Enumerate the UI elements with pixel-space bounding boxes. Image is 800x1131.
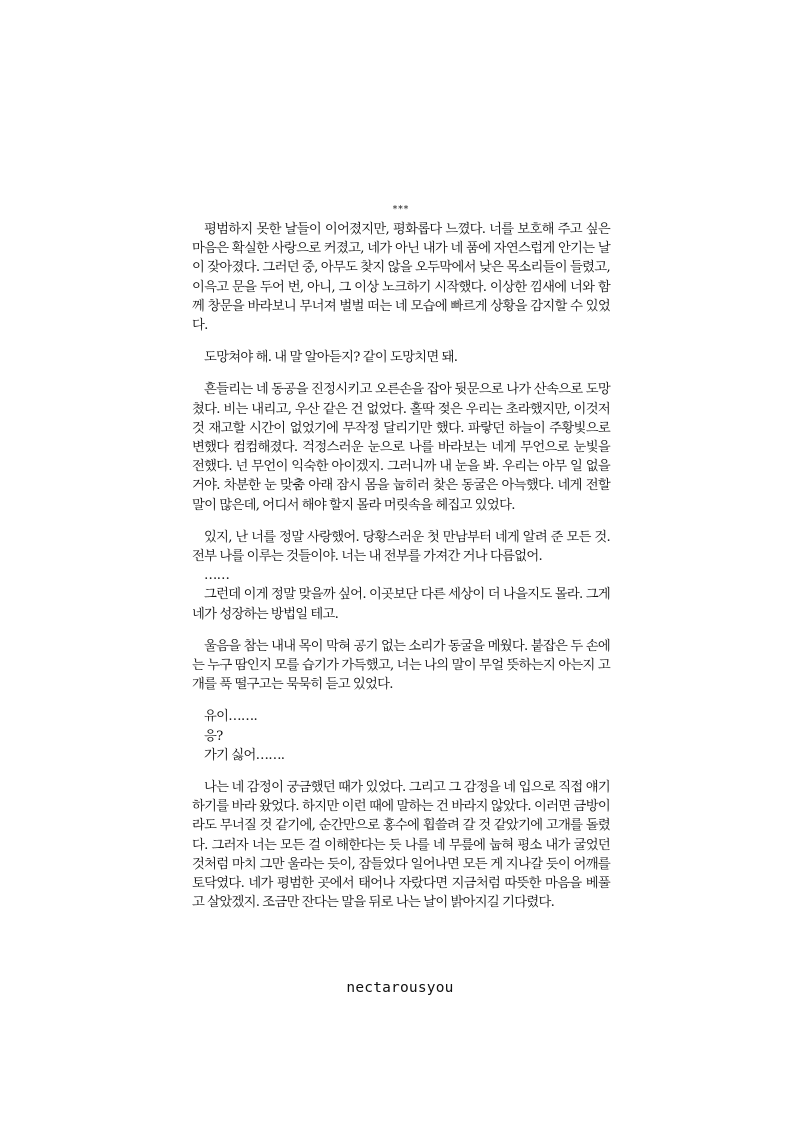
dialogue-other-world: 그런데 이게 정말 맞을까 싶어. 이곳보단 다른 세상이 더 나을지도 몰라. 그게 네가 성장하는 방법일 테고. bbox=[192, 587, 610, 622]
paragraph-gap bbox=[192, 694, 610, 707]
paragraph-gap bbox=[192, 624, 610, 637]
dialogue-confession: 있지, 난 너를 정말 사랑했어. 당황스러운 첫 만남부터 네게 알려 준 모든 것. 전부 나를 이루는 것들이야. 너는 내 전부를 가져간 거나 다름없어. bbox=[192, 529, 610, 565]
dialogue-yui: 유이……. bbox=[204, 709, 258, 725]
paragraph-4: 나는 네 감정이 궁금했던 때가 있었다. 그리고 그 감정을 네 입으로 직접 얘기하기를 바라 왔었다. 하지만 이런 때에 말하는 건 바라지 않았다. 이러면 금방이라도 무너질 것 같기에, 순간만으로 홍수에 휩쓸려 갈 것 같았기에 고개를 돌렸다. 그러자 너는 모든 걸 이해한다는 듯 나를 네 무릎에 눕혀 평소 내가 굴었던 것처럼 마치 그만 울라는 듯이, 잠들었다 일어나면 모든 게 지나갈 듯이 어깨를 토닥였다. 네가 평범한 곳에서 태어나 자랐다면 지금처럼 따뜻한 마음을 베풀고 살았겠지. 조금만 잔다는 말을 뒤로 나는 날이 밝아지길 기다렸다. bbox=[192, 780, 610, 911]
paragraph-gap bbox=[192, 335, 610, 348]
section-separator: *** bbox=[392, 205, 410, 215]
paragraph-gap bbox=[192, 515, 610, 528]
dialogue-dont-want-to-go: 가기 싫어……. bbox=[204, 747, 285, 763]
paragraph-gap bbox=[192, 765, 610, 778]
document-body bbox=[192, 200, 610, 913]
paragraph-gap bbox=[192, 367, 610, 380]
paragraph-2: 흔들리는 네 동공을 진정시키고 오른손을 잡아 뒷문으로 나가 산속으로 도망쳤다. 비는 내리고, 우산 같은 건 없었다. 홀딱 젖은 우리는 초라했지만, 이것저것 재고할 시간이 없었기에 무작정 달리기만 했다. 파랗던 하늘이 주황빛으로 변했다 컴컴해졌다. 걱정스러운 눈으로 나를 바라보는 네게 무언으로 눈빛을 전했다. 넌 무언이 익숙한 아이겠지. 그러니까 내 눈을 봐. 우리는 아무 일 없을 거야. 차분한 눈 맞춤 아래 잠시 몸을 눕히러 찾은 동굴은 아늑했다. 네게 전할 말이 많은데, 어디서 해야 할지 몰라 머릿속을 헤집고 있었다. bbox=[192, 382, 610, 513]
paragraph-3: 울음을 참는 내내 목이 막혀 공기 없는 소리가 동굴을 메웠다. 붙잡은 두 손에는 누구 땀인지 모를 습기가 가득했고, 너는 나의 말이 무얼 뜻하는지 아는지 고개를 푹 떨구고는 묵묵히 듣고 있었다. bbox=[192, 638, 610, 693]
author-footer: nectarousyou bbox=[346, 980, 454, 996]
dialogue-reply: 응? bbox=[204, 728, 223, 744]
dialogue-ellipsis: …… bbox=[204, 568, 230, 584]
dialogue-escape: 도망쳐야 해. 내 말 알아듣지? 같이 도망치면 돼. bbox=[204, 350, 458, 366]
paragraph-1: 평범하지 못한 날들이 이어졌지만, 평화롭다 느꼈다. 너를 보호해 주고 싶은 마음은 확실한 사랑으로 커졌고, 네가 아닌 내가 네 품에 자연스럽게 안기는 날이 잦아졌다. 그러던 중, 아무도 찾지 않을 오두막에서 낮은 목소리들이 들렸고, 이윽고 문을 두어 번, 아니, 그 이상 노크하기 시작했다. 이상한 낌새에 너와 함께 창문을 바라보니 무너져 벌벌 떠는 네 모습에 빠르게 상황을 감지할 수 있었다. bbox=[192, 222, 610, 334]
